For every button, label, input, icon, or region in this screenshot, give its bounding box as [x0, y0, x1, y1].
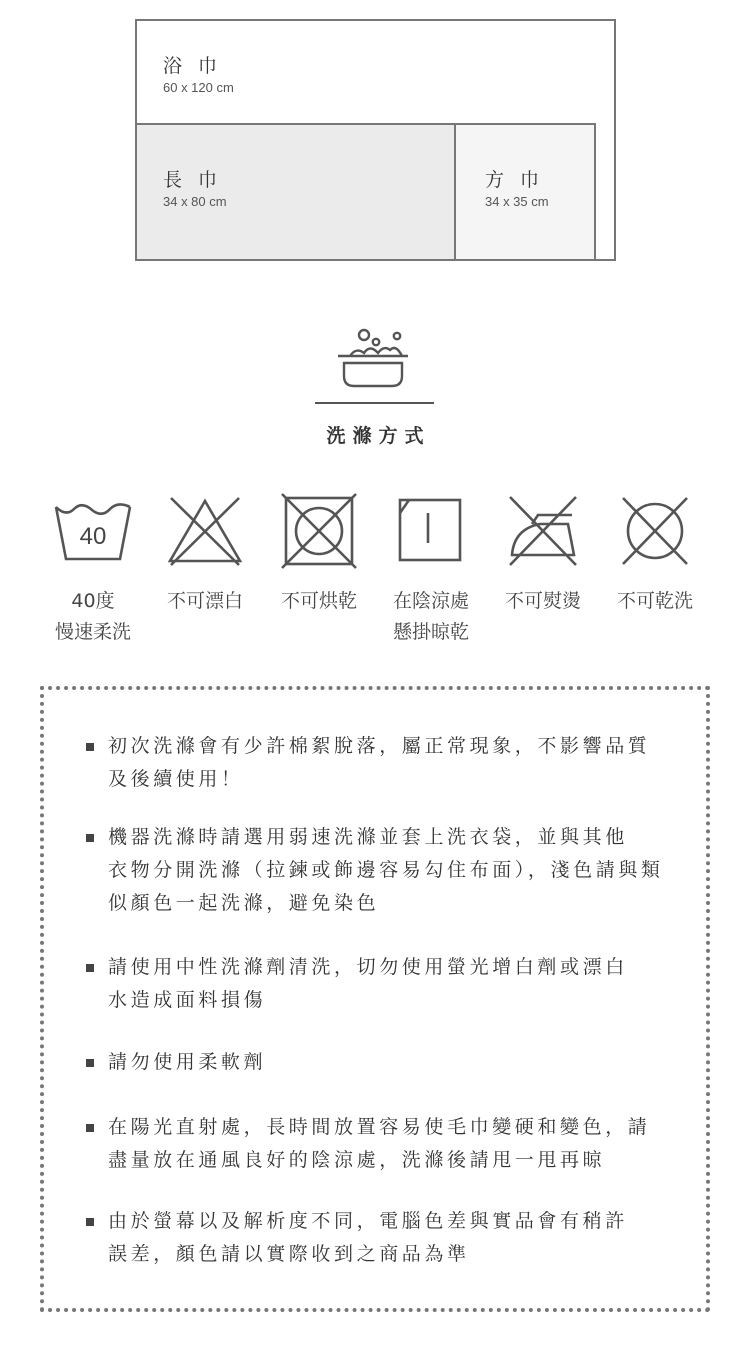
- note-line: 請使用中性洗滌劑清洗，切勿使用螢光增白劑或漂白: [108, 956, 628, 978]
- wash-basin-icon: [332, 322, 414, 392]
- line-dry-shade-icon: [390, 493, 472, 569]
- hand-towel-size: 34 x 80 cm: [163, 194, 227, 209]
- care-label-line-dry: [371, 586, 491, 648]
- note-item: [108, 1111, 688, 1177]
- face-towel-name: 方巾: [485, 169, 556, 191]
- care-label-line: 40度: [71, 590, 115, 612]
- care-label-wash-40: [33, 586, 153, 648]
- no-iron-icon: [502, 493, 584, 569]
- no-dry-clean-icon: [614, 493, 696, 569]
- note-item: [108, 951, 688, 1017]
- face-towel-box: [454, 123, 596, 261]
- note-line: 盡量放在通風良好的陰涼處，洗滌後請甩一甩再晾: [108, 1149, 606, 1171]
- face-towel-size: 34 x 35 cm: [485, 194, 549, 209]
- bullet-icon: [86, 834, 94, 842]
- care-label-line: 不可熨燙: [504, 590, 581, 612]
- note-line: 水造成面料損傷: [108, 989, 267, 1011]
- care-label-line: 在陰涼處: [392, 590, 469, 612]
- note-line: 初次洗滌會有少許棉絮脫落，屬正常現象，不影響品質: [108, 735, 651, 757]
- bullet-icon: [86, 1124, 94, 1132]
- bullet-icon: [86, 964, 94, 972]
- note-item: [108, 730, 688, 796]
- note-item: [108, 1205, 688, 1271]
- wash-temp-text: 40: [79, 523, 107, 550]
- bath-towel-size: 60 x 120 cm: [163, 80, 234, 95]
- bath-towel-name: 浴巾: [163, 55, 234, 77]
- header-divider: [315, 402, 434, 404]
- bullet-icon: [86, 1059, 94, 1067]
- care-label-no-tumble-dry: [259, 586, 379, 617]
- note-line: 似顏色一起洗滌，避免染色: [108, 892, 380, 914]
- care-label-line: 不可烘乾: [280, 590, 357, 612]
- care-label-line: 慢速柔洗: [54, 621, 131, 643]
- care-label-no-bleach: [145, 586, 265, 617]
- no-tumble-dry-icon: [278, 493, 360, 569]
- note-line: 誤差，顏色請以實際收到之商品為準: [108, 1243, 470, 1265]
- notes-box: [40, 686, 710, 1312]
- no-bleach-icon: [164, 493, 246, 569]
- note-line: 衣物分開洗滌（拉鍊或飾邊容易勾住布面），淺色請與類: [108, 859, 664, 881]
- hand-towel-box: [135, 123, 456, 261]
- care-label-line: 懸掛晾乾: [392, 621, 469, 643]
- wash-method-title: 洗滌方式: [326, 425, 431, 447]
- hand-towel-name: 長巾: [163, 169, 234, 191]
- care-label-line: 不可漂白: [166, 590, 243, 612]
- wash-40-icon: [52, 493, 134, 569]
- note-line: 及後續使用！: [108, 768, 244, 790]
- note-item: [108, 821, 688, 920]
- bullet-icon: [86, 1218, 94, 1226]
- bullet-icon: [86, 743, 94, 751]
- care-label-line: 不可乾洗: [616, 590, 693, 612]
- note-item: [108, 1046, 688, 1079]
- care-label-no-iron: [483, 586, 603, 617]
- note-line: 請勿使用柔軟劑: [108, 1051, 267, 1073]
- care-label-no-dry-clean: [595, 586, 715, 617]
- note-line: 機器洗滌時請選用弱速洗滌並套上洗衣袋，並與其他: [108, 826, 628, 848]
- note-line: 在陽光直射處，長時間放置容易使毛巾變硬和變色，請: [108, 1116, 651, 1138]
- note-line: 由於螢幕以及解析度不同，電腦色差與實品會有稍許: [108, 1210, 628, 1232]
